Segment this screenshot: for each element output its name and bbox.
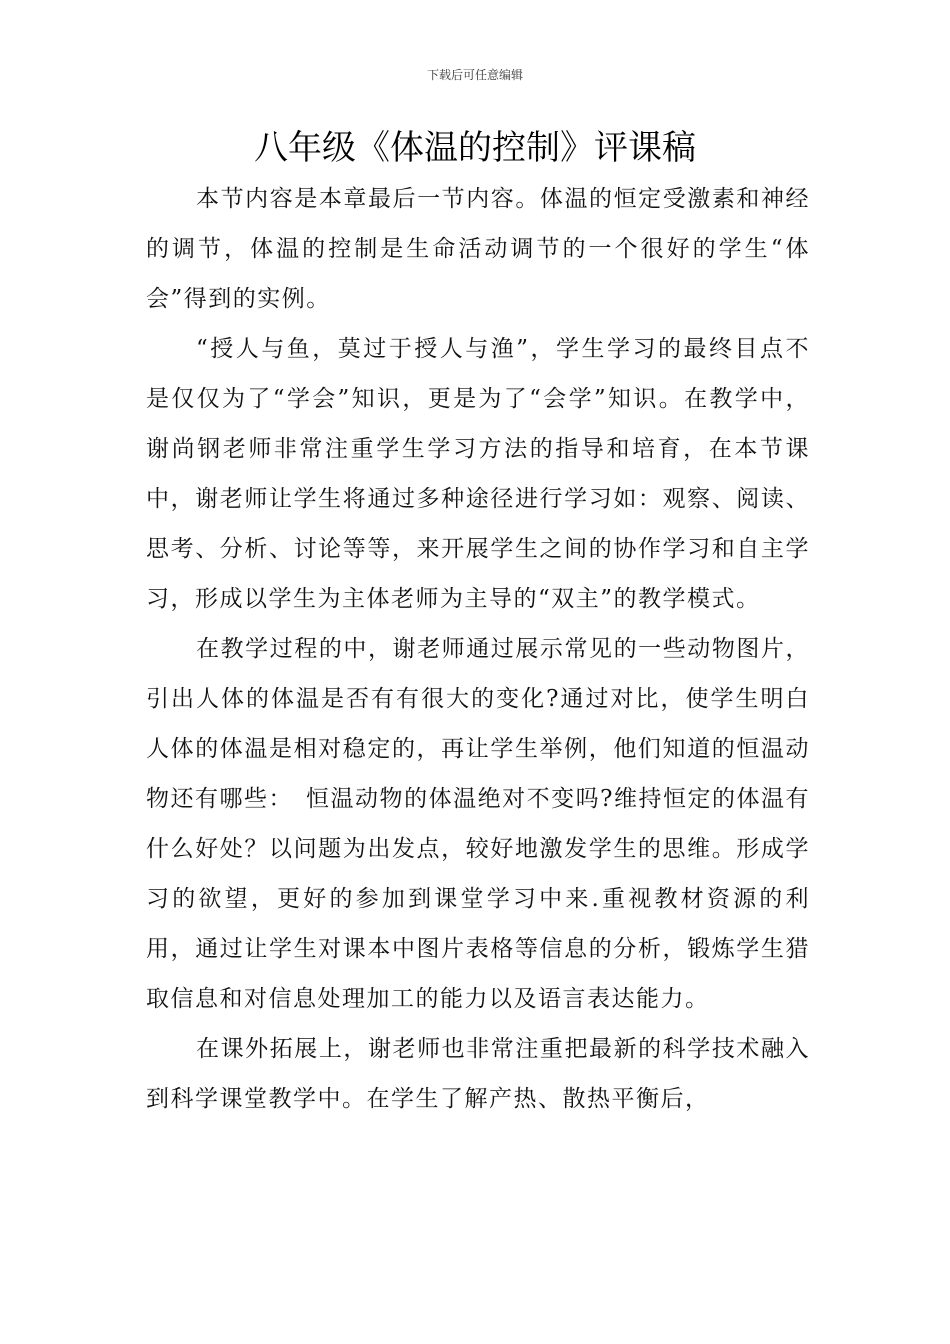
paragraph-1: 本节内容是本章最后一节内容。体温的恒定受激素和神经的调节，体温的控制是生命活动调节的一个很好的学生“体会”得到的实例。 [146,186,810,312]
paragraph-3: 在教学过程的中，谢老师通过展示常见的一些动物图片，引出人体的体温是否有有很大的变化?通过对比，使学生明白人体的体温是相对稳定的，再让学生举例，他们知道的恒温动物还有哪些： 恒温动物的体温绝对不变吗?维持恒定的体温有什么好处？以问题为出发点，较好地激发学生的思维。形成学习的欲望，更好的参加到课堂学习中来.重视教材资源的利用，通过让学生对课本中图片表格等信息的分析，锻炼学生猎取信息和对信息处理加工的能力以及语言表达能力。 [146,636,810,1012]
document-title: 八年级《体温的控制》评课稿 [254,128,696,168]
paragraph-4: 在课外拓展上，谢老师也非常注重把最新的科学技术融入到科学课堂教学中。在学生了解产热、散热平衡后， [146,1036,810,1112]
header-note: 下载后可任意编辑 [426,68,523,82]
document-body [146,174,810,1124]
paragraph-2: “授人与鱼，莫过于授人与渔”，学生学习的最终目点不是仅仅为了“学会”知识，更是为了“会学”知识。在教学中，谢尚钢老师非常注重学生学习方法的指导和培育，在本节课中，谢老师让学生将通过多种途径进行学习如：观察、阅读、思考、分析、讨论等等，来开展学生之间的协作学习和自主学习，形成以学生为主体老师为主导的“双主”的教学模式。 [146,336,810,612]
